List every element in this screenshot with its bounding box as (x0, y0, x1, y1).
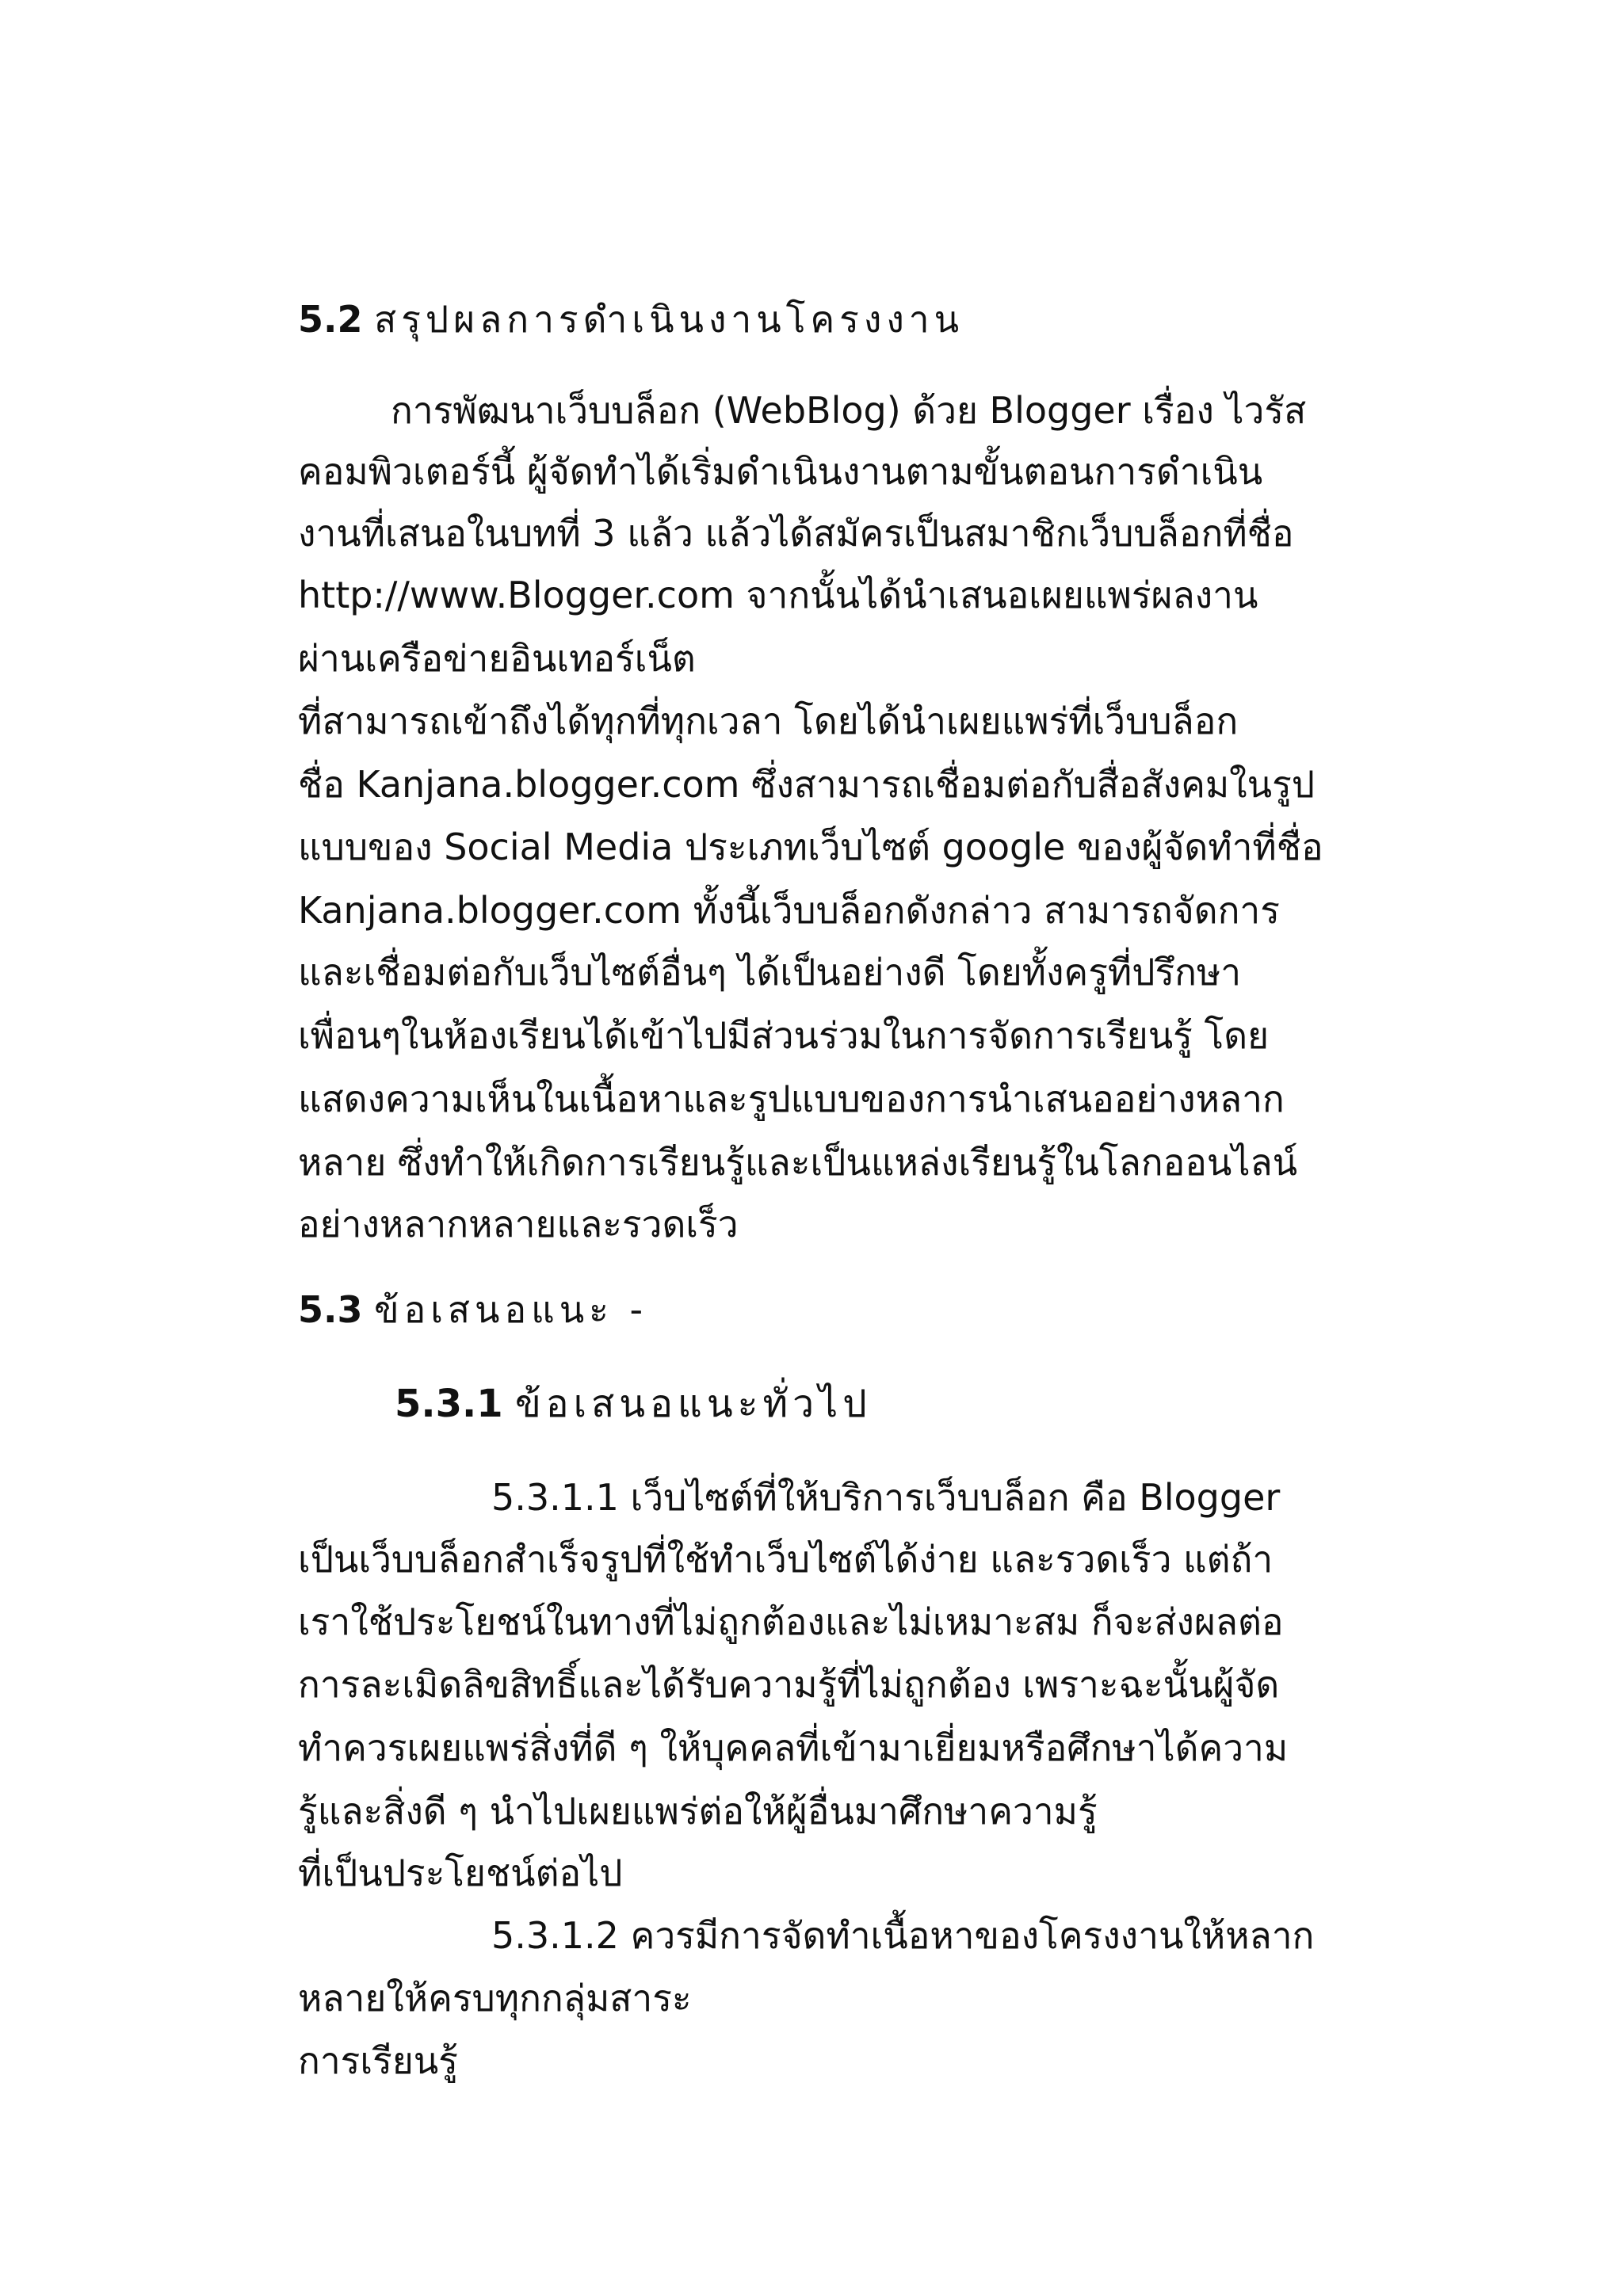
section-heading-5-2 (298, 297, 964, 341)
paragraph-line: เราใช้ประโยชน์ในทางที่ไม่ถูกต้องและไม่เหมาะสม ก็จะส่งผลต่อ (298, 1600, 1284, 1643)
paragraph-line: ที่สามารถเข้าถึงได้ทุกที่ทุกเวลา โดยได้นำเผยแพร่ที่เว็บบล็อก (298, 700, 1239, 742)
section-number: 5.3 (298, 1288, 363, 1331)
section-title: ข้อเสนอแนะ - (374, 1288, 648, 1331)
paragraph-line: Kanjana.blogger.com ทั้งนี้เว็บบล็อกดังกล่าว สามารถจัดการ (298, 889, 1280, 932)
paragraph-line: การพัฒนาเว็บบล็อก (WebBlog) ด้วย Blogger เรื่อง ไวรัส (391, 389, 1307, 432)
section-title: สรุปผลการดำเนินงานโครงงาน (374, 298, 964, 341)
paragraph-line: การเรียนรู้ (298, 2039, 458, 2082)
paragraph-line: เป็นเว็บบล็อกสำเร็จรูปที่ใช้ทำเว็บไซต์ได้ง่าย และรวดเร็ว แต่ถ้า (298, 1538, 1274, 1581)
paragraph-line: ผ่านเครือข่ายอินเทอร์เน็ต (298, 637, 696, 680)
paragraph-line: ทำควรเผยแพร่สิ่งที่ดี ๆ ให้บุคคลที่เข้ามาเยี่ยมหรือศึกษาได้ความ (298, 1726, 1289, 1769)
paragraph-line: การละเมิดลิขสิทธิ์และได้รับความรู้ที่ไม่ถูกต้อง เพราะฉะนั้นผู้จัด (298, 1663, 1280, 1706)
paragraph-line: ชื่อ Kanjana.blogger.com ซึ่งสามารถเชื่อมต่อกับสื่อสังคมในรูป (298, 763, 1315, 806)
paragraph-line: แบบของ Social Media ประเภทเว็บไซต์ google ของผู้จัดทำที่ชื่อ (298, 826, 1323, 868)
paragraph-line: เพื่อนๆในห้องเรียนได้เข้าไปมีส่วนร่วมในการจัดการเรียนรู้ โดย (298, 1014, 1270, 1057)
paragraph-line: http://www.Blogger.com จากนั้นได้นำเสนอเผยแพร่ผลงาน (298, 574, 1258, 616)
paragraph-line: อย่างหลากหลายและรวดเร็ว (298, 1203, 739, 1245)
paragraph-line: ที่เป็นประโยชน์ต่อไป (298, 1852, 623, 1894)
paragraph-line: รู้และสิ่งดี ๆ นำไปเผยแพร่ต่อให้ผู้อื่นมาศึกษาความรู้ (298, 1790, 1098, 1833)
paragraph-line: หลาย ซึ่งทำให้เกิดการเรียนรู้และเป็นแหล่งเรียนรู้ในโลกออนไลน์ (298, 1141, 1298, 1184)
paragraph-line: 5.3.1.2 ควรมีการจัดทำเนื้อหาของโครงงานให้หลาก (491, 1914, 1315, 1957)
paragraph-line: งานที่เสนอในบทที่ 3 แล้ว แล้วได้สมัครเป็นสมาชิกเว็บบล็อกที่ชื่อ (298, 512, 1294, 555)
section-number: 5.2 (298, 298, 363, 341)
section-heading-5-3-1 (395, 1382, 872, 1426)
section-number: 5.3.1 (395, 1382, 503, 1426)
section-heading-5-3 (298, 1287, 647, 1332)
paragraph-line: หลายให้ครบทุกกลุ่มสาระ (298, 1977, 692, 2019)
paragraph-line: แสดงความเห็นในเนื้อหาและรูปแบบของการนำเสนออย่างหลาก (298, 1077, 1285, 1120)
paragraph-line: และเชื่อมต่อกับเว็บไซต์อื่นๆ ได้เป็นอย่างดี โดยทั้งครูที่ปรึกษา (298, 951, 1242, 994)
paragraph-line: 5.3.1.1 เว็บไซต์ที่ให้บริการเว็บบล็อก คือ Blogger (491, 1476, 1281, 1519)
section-title: ข้อเสนอแนะทั่วไป (514, 1382, 872, 1426)
paragraph-line: คอมพิวเตอร์นี้ ผู้จัดทำได้เริ่มดำเนินงานตามขั้นตอนการดำเนิน (298, 450, 1263, 493)
